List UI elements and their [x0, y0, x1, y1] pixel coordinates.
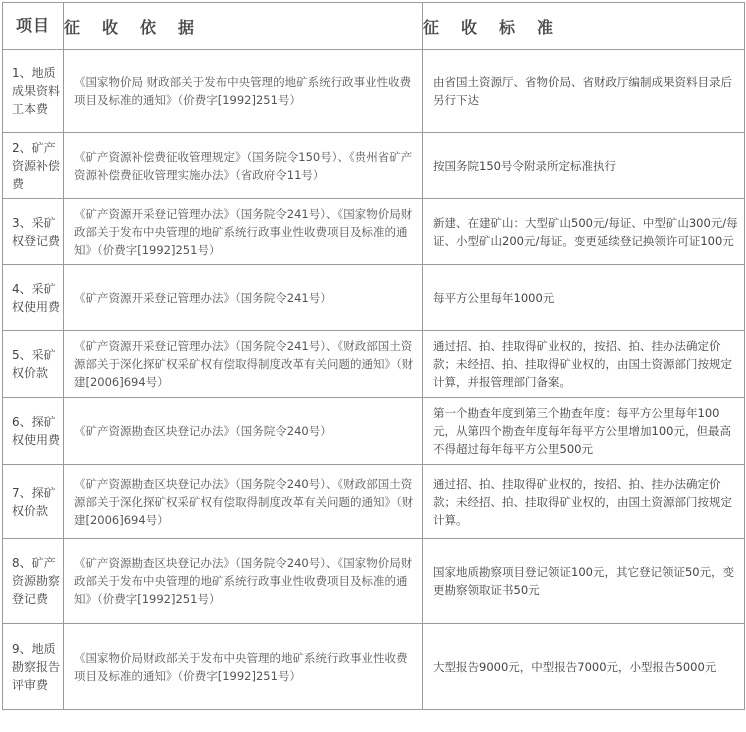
row-standard: 按国务院150号令附录所定标准执行 — [423, 133, 745, 199]
row-basis: 《矿产资源开采登记管理办法》（国务院令241号）、《财政部国土资源部关于深化探矿权采矿权有偿取得制度改革有关问题的通知》（财建[2006]694号） — [64, 331, 423, 398]
table-row — [3, 465, 745, 539]
table-row — [3, 50, 745, 133]
row-standard: 国家地质勘察项目登记领证100元，其它登记领证50元，变更勘察领取证书50元 — [423, 539, 745, 624]
row-standard: 大型报告9000元，中型报告7000元，小型报告5000元 — [423, 624, 745, 710]
table-row — [3, 398, 745, 465]
row-basis: 《矿产资源补偿费征收管理规定》（国务院令150号）、《贵州省矿产资源补偿费征收管理实施办法》（省政府令11号） — [64, 133, 423, 199]
row-item: 3、采矿权登记费 — [3, 199, 64, 265]
row-standard: 每平方公里每年1000元 — [423, 265, 745, 331]
row-basis: 《国家物价局财政部关于发布中央管理的地矿系统行政事业性收费项目及标准的通知》（价费字[1992]251号） — [64, 624, 423, 710]
row-item: 2、矿产资源补偿费 — [3, 133, 64, 199]
row-item: 4、采矿权使用费 — [3, 265, 64, 331]
header-standard: 征收标准 — [423, 3, 745, 50]
row-basis: 《矿产资源开采登记管理办法》（国务院令241号） — [64, 265, 423, 331]
row-item: 9、地质勘察报告评审费 — [3, 624, 64, 710]
row-item: 1、地质成果资料工本费 — [3, 50, 64, 133]
row-standard: 第一个勘查年度到第三个勘查年度：每平方公里每年100元，从第四个勘查年度每年每平方公里增加100元，但最高不得超过每年每平方公里500元 — [423, 398, 745, 465]
row-item: 6、探矿权使用费 — [3, 398, 64, 465]
row-standard: 通过招、拍、挂取得矿业权的，按招、拍、挂办法确定价款；未经招、拍、挂取得矿业权的，由国土资源部门按规定计算，并报管理部门备案。 — [423, 331, 745, 398]
row-standard: 新建、在建矿山：大型矿山500元/每证、中型矿山300元/每证、小型矿山200元/每证。变更延续登记换领许可证100元 — [423, 199, 745, 265]
row-standard: 由省国土资源厅、省物价局、省财政厅编制成果资料目录后另行下达 — [423, 50, 745, 133]
table-header-row — [3, 3, 745, 50]
table-row — [3, 133, 745, 199]
table-row — [3, 624, 745, 710]
row-item: 7、探矿权价款 — [3, 465, 64, 539]
table-row — [3, 265, 745, 331]
row-basis: 《国家物价局 财政部关于发布中央管理的地矿系统行政事业性收费项目及标准的通知》（价费字[1992]251号） — [64, 50, 423, 133]
table-row — [3, 331, 745, 398]
row-basis: 《矿产资源勘查区块登记办法》（国务院令240号） — [64, 398, 423, 465]
row-basis: 《矿产资源勘查区块登记办法》（国务院令240号）、《国家物价局财政部关于发布中央管理的地矿系统行政事业性收费项目及标准的通知》（价费字[1992]251号） — [64, 539, 423, 624]
fee-table — [2, 2, 745, 710]
header-item: 项目 — [3, 3, 64, 50]
table-row — [3, 199, 745, 265]
row-item: 8、矿产资源勘察登记费 — [3, 539, 64, 624]
row-item: 5、采矿权价款 — [3, 331, 64, 398]
row-basis: 《矿产资源开采登记管理办法》（国务院令241号）、《国家物价局财政部关于发布中央管理的地矿系统行政事业性收费项目及标准的通知》（价费字[1992]251号） — [64, 199, 423, 265]
row-basis: 《矿产资源勘查区块登记办法》（国务院令240号）、《财政部国土资源部关于深化探矿权采矿权有偿取得制度改革有关问题的通知》（财建[2006]694号） — [64, 465, 423, 539]
table-row — [3, 539, 745, 624]
row-standard: 通过招、拍、挂取得矿业权的，按招、拍、挂办法确定价款；未经招、拍、挂取得矿业权的，由国土资源部门按规定计算。 — [423, 465, 745, 539]
header-basis: 征收依据 — [64, 3, 423, 50]
